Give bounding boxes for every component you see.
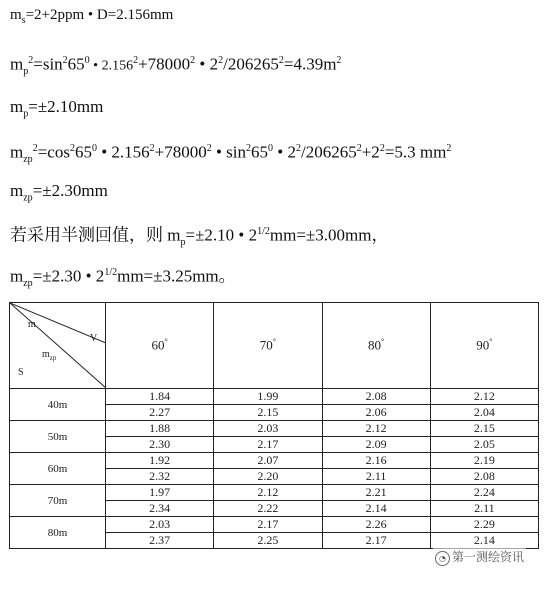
table-header-row xyxy=(10,303,539,389)
table-cell: 2.11 xyxy=(322,469,430,485)
table-cell: 2.29 xyxy=(430,517,538,533)
equation-mzp: $m_{zp}=\pm 2.30mm$ xyxy=(10,181,108,204)
table-cell: 1.92 xyxy=(106,453,214,469)
table-cell: 2.15 xyxy=(214,405,322,421)
table-cell: 2.24 xyxy=(430,485,538,501)
table-cell: 2.12 xyxy=(430,389,538,405)
table-cell: 2.21 xyxy=(322,485,430,501)
column-header: 60° xyxy=(106,303,214,389)
table-cell: 2.12 xyxy=(214,485,322,501)
table-cell: 2.15 xyxy=(430,421,538,437)
table-cell: 2.12 xyxy=(322,421,430,437)
table-cell: 2.37 xyxy=(106,533,214,549)
table-row xyxy=(10,485,539,501)
corner-label-m: m xyxy=(28,319,36,330)
equation-half-round-mp: 若采用半测回值，则 $m_p=\pm 2.10$ • $2^{1/2}mm=\pm 3.00mm$， xyxy=(10,225,389,249)
table-cell: 2.06 xyxy=(322,405,430,421)
table-cell: 2.03 xyxy=(214,421,322,437)
table-cell: 2.25 xyxy=(214,533,322,549)
error-table xyxy=(9,302,539,549)
table-cell: 2.08 xyxy=(322,389,430,405)
table-row xyxy=(10,389,539,405)
column-header: 90° xyxy=(430,303,538,389)
table-corner-cell xyxy=(10,303,106,389)
equation-mp: $m_p=\pm 2.10mm$ xyxy=(10,97,104,120)
table-cell: 2.27 xyxy=(106,405,214,421)
table-cell: 1.97 xyxy=(106,485,214,501)
row-label: 40m xyxy=(10,389,106,421)
wechat-icon: ◔ xyxy=(435,551,450,566)
table-cell: 2.14 xyxy=(322,501,430,517)
table-cell: 2.17 xyxy=(214,437,322,453)
row-label: 70m xyxy=(10,485,106,517)
corner-label-s: S xyxy=(18,367,24,378)
watermark-text: 第一测绘资讯 xyxy=(452,550,525,564)
table-cell: 2.34 xyxy=(106,501,214,517)
column-header: 80° xyxy=(322,303,430,389)
corner-diagonal-lines xyxy=(10,303,106,388)
table-cell: 2.20 xyxy=(214,469,322,485)
table-cell: 2.22 xyxy=(214,501,322,517)
table-row xyxy=(10,421,539,437)
table-cell: 1.84 xyxy=(106,389,214,405)
table-cell: 1.99 xyxy=(214,389,322,405)
table-cell: 2.03 xyxy=(106,517,214,533)
corner-label-v: V xyxy=(90,333,98,344)
table-cell: 2.32 xyxy=(106,469,214,485)
table-row xyxy=(10,453,539,469)
equation-mp-squared: $m_p^2=\sin^265^0$ • $2.156^2+78000^2$ • $2^2/206265^2=4.39m^2$ xyxy=(10,54,342,78)
row-label: 60m xyxy=(10,453,106,485)
table-cell: 2.04 xyxy=(430,405,538,421)
table-cell: 2.19 xyxy=(430,453,538,469)
table-cell: 2.09 xyxy=(322,437,430,453)
corner-label-mzp: $m_{zp}$ xyxy=(42,349,57,362)
table-cell: 2.30 xyxy=(106,437,214,453)
watermark xyxy=(433,548,526,566)
table-cell: 2.17 xyxy=(214,517,322,533)
equation-mzp-squared: $m_{zp}^2=\cos^265^0$ • $2.156^2+78000^2$ • $\sin^265^0$ • $2^2/206265^2+2^2=5.3$ $mm^2$ xyxy=(10,142,452,166)
equation-ms: $m_s=2+2ppm$ • D=2.156mm xyxy=(10,7,174,26)
table-cell: 2.11 xyxy=(430,501,538,517)
row-label: 80m xyxy=(10,517,106,549)
table-cell: 2.16 xyxy=(322,453,430,469)
column-header: 70° xyxy=(214,303,322,389)
table-cell: 2.17 xyxy=(322,533,430,549)
row-label: 50m xyxy=(10,421,106,453)
table-row xyxy=(10,517,539,533)
table-cell: 2.08 xyxy=(430,469,538,485)
table-cell: 2.14 xyxy=(430,533,538,549)
equation-half-round-mzp: $m_{zp}=\pm 2.30$ • $2^{1/2}mm=\pm 3.25mm$。 xyxy=(10,266,236,290)
table-cell: 1.88 xyxy=(106,421,214,437)
table-cell: 2.26 xyxy=(322,517,430,533)
table-cell: 2.07 xyxy=(214,453,322,469)
table-cell: 2.05 xyxy=(430,437,538,453)
